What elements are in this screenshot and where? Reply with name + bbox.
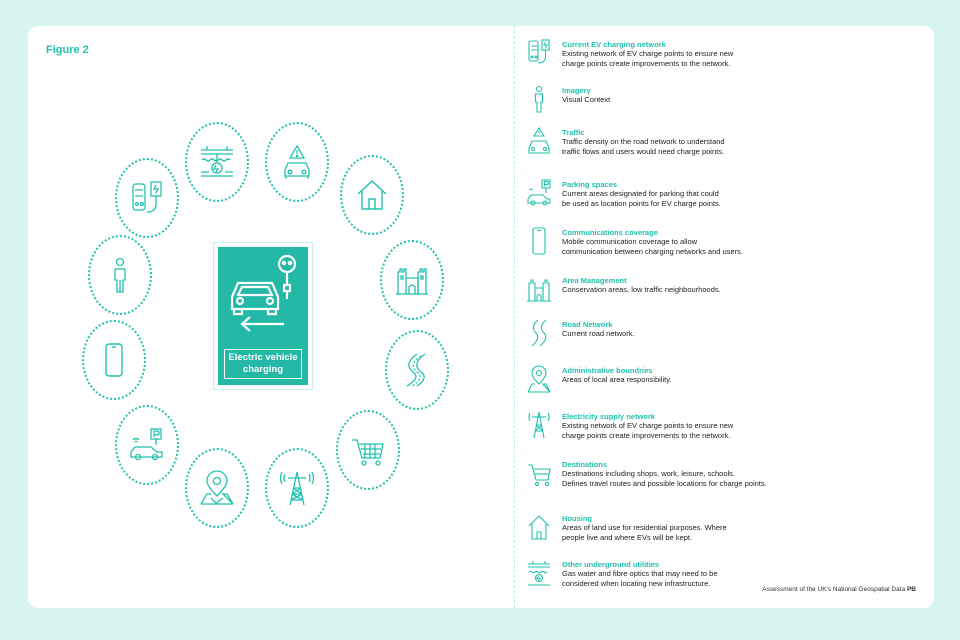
ring-current-ev-network [115, 158, 179, 238]
page-footer [762, 586, 916, 593]
footer-page-number: PB [906, 586, 916, 593]
map-pin-icon [197, 468, 237, 508]
legend-item-title: Current EV charging network [562, 40, 666, 49]
shopping-cart-icon [526, 458, 552, 488]
legend-item-title: Housing [562, 514, 592, 523]
legend-item-text [562, 412, 922, 441]
legend-item-description: charge points create improvements to the network. [562, 431, 731, 440]
road-icon [526, 318, 552, 348]
traffic-car-icon [526, 126, 552, 156]
page-spread-divider [514, 26, 515, 608]
castle-icon [526, 274, 552, 304]
legend-item-title: Other underground utilities [562, 560, 660, 569]
legend-item-text [562, 514, 922, 543]
ring-destinations [336, 410, 400, 490]
legend-item-text [562, 560, 922, 589]
traffic-car-icon [277, 142, 317, 182]
house-icon [352, 175, 392, 215]
sign-label [224, 349, 302, 379]
legend-item-description: charge points create improvements to the network. [562, 59, 731, 68]
legend-item-description: Areas of local area responsibility. [562, 375, 672, 384]
road-icon [397, 350, 437, 390]
ev-charging-sign [214, 243, 312, 389]
legend-item-text [562, 320, 922, 339]
legend-item-text [562, 128, 922, 157]
parking-car-icon [127, 425, 167, 465]
legend-item-title: Administrative boundries [562, 366, 653, 375]
legend-item-description: communication between charging networks and users. [562, 247, 743, 256]
legend-item-description: Destinations including shops, work, leisure, schools. [562, 469, 736, 478]
castle-icon [392, 260, 432, 300]
legend-item-description: considered when locating new infrastructure. [562, 579, 711, 588]
legend-item-description: Visual Context [562, 95, 611, 104]
house-icon [526, 512, 552, 542]
legend-item-description: Existing network of EV charge points to ensure new [562, 421, 734, 430]
legend-item-title: Communications coverage [562, 228, 658, 237]
ring-traffic [265, 122, 329, 202]
legend-item-description: Conservation areas, low traffic neighbourhoods. [562, 285, 721, 294]
legend-item-title: Parking spaces [562, 180, 618, 189]
legend-item-description: Current areas designated for parking that could [562, 189, 719, 198]
legend-item-title: Traffic [562, 128, 585, 137]
legend-item-text [562, 276, 922, 295]
legend-item-title: Electricity supply network [562, 412, 655, 421]
sign-label-line2: charging [242, 364, 284, 375]
ring-road-network [385, 330, 449, 410]
legend-item-description: Mobile communication coverage to allow [562, 237, 698, 246]
legend-item-description: Existing network of EV charge points to ensure new [562, 49, 734, 58]
map-pin-icon [526, 364, 552, 394]
legend-item-text [562, 40, 922, 69]
legend-item-text [562, 228, 922, 257]
legend-item-text [562, 460, 922, 489]
legend-item-description: traffic flows and users would need charge points. [562, 147, 725, 156]
legend-item-title: Area Management [562, 276, 627, 285]
person-icon [100, 255, 140, 295]
ring-area-management [380, 240, 444, 320]
ring-communications [82, 320, 146, 400]
ring-housing [340, 155, 404, 235]
legend-item-description: Current road network. [562, 329, 635, 338]
legend-item-description: Traffic density on the road network to understand [562, 137, 725, 146]
legend-item-title: Road Network [562, 320, 613, 329]
footer-text: Assessment of the UK's National Geospatial Data [762, 586, 906, 593]
shopping-cart-icon [348, 430, 388, 470]
legend-item-text [562, 180, 922, 209]
ring-administrative [185, 448, 249, 528]
legend-item-description: people live and where EVs will be kept. [562, 533, 693, 542]
pylon-icon [277, 468, 317, 508]
ev-charger-icon [526, 38, 552, 68]
ev-car-plug-icon [218, 247, 308, 347]
sign-label-line1: Electric vehicle [228, 352, 298, 363]
pylon-icon [526, 410, 552, 440]
underground-utilities-icon [526, 558, 552, 588]
legend-item-description: Areas of land use for residential purposes. Where [562, 523, 727, 532]
parking-car-icon [526, 178, 552, 208]
mobile-phone-icon [94, 340, 134, 380]
person-icon [526, 84, 552, 114]
ev-charger-icon [127, 178, 167, 218]
legend-item-description: be used as location points for EV charge points. [562, 199, 721, 208]
figure-title: Figure 2 [46, 44, 89, 56]
ring-parking [115, 405, 179, 485]
legend-item-title: Destinations [562, 460, 608, 469]
mobile-phone-icon [526, 226, 552, 256]
ring-underground-utilities [185, 122, 249, 202]
ring-imagery [88, 235, 152, 315]
ring-electricity [265, 448, 329, 528]
legend-item-title: Imagery [562, 86, 591, 95]
legend-item-description: Gas water and fibre optics that may need to be [562, 569, 718, 578]
legend-item-description: Defines travel routes and possible locations for charge points. [562, 479, 767, 488]
underground-utilities-icon [197, 142, 237, 182]
legend-item-text [562, 366, 922, 385]
legend-item-text [562, 86, 922, 105]
